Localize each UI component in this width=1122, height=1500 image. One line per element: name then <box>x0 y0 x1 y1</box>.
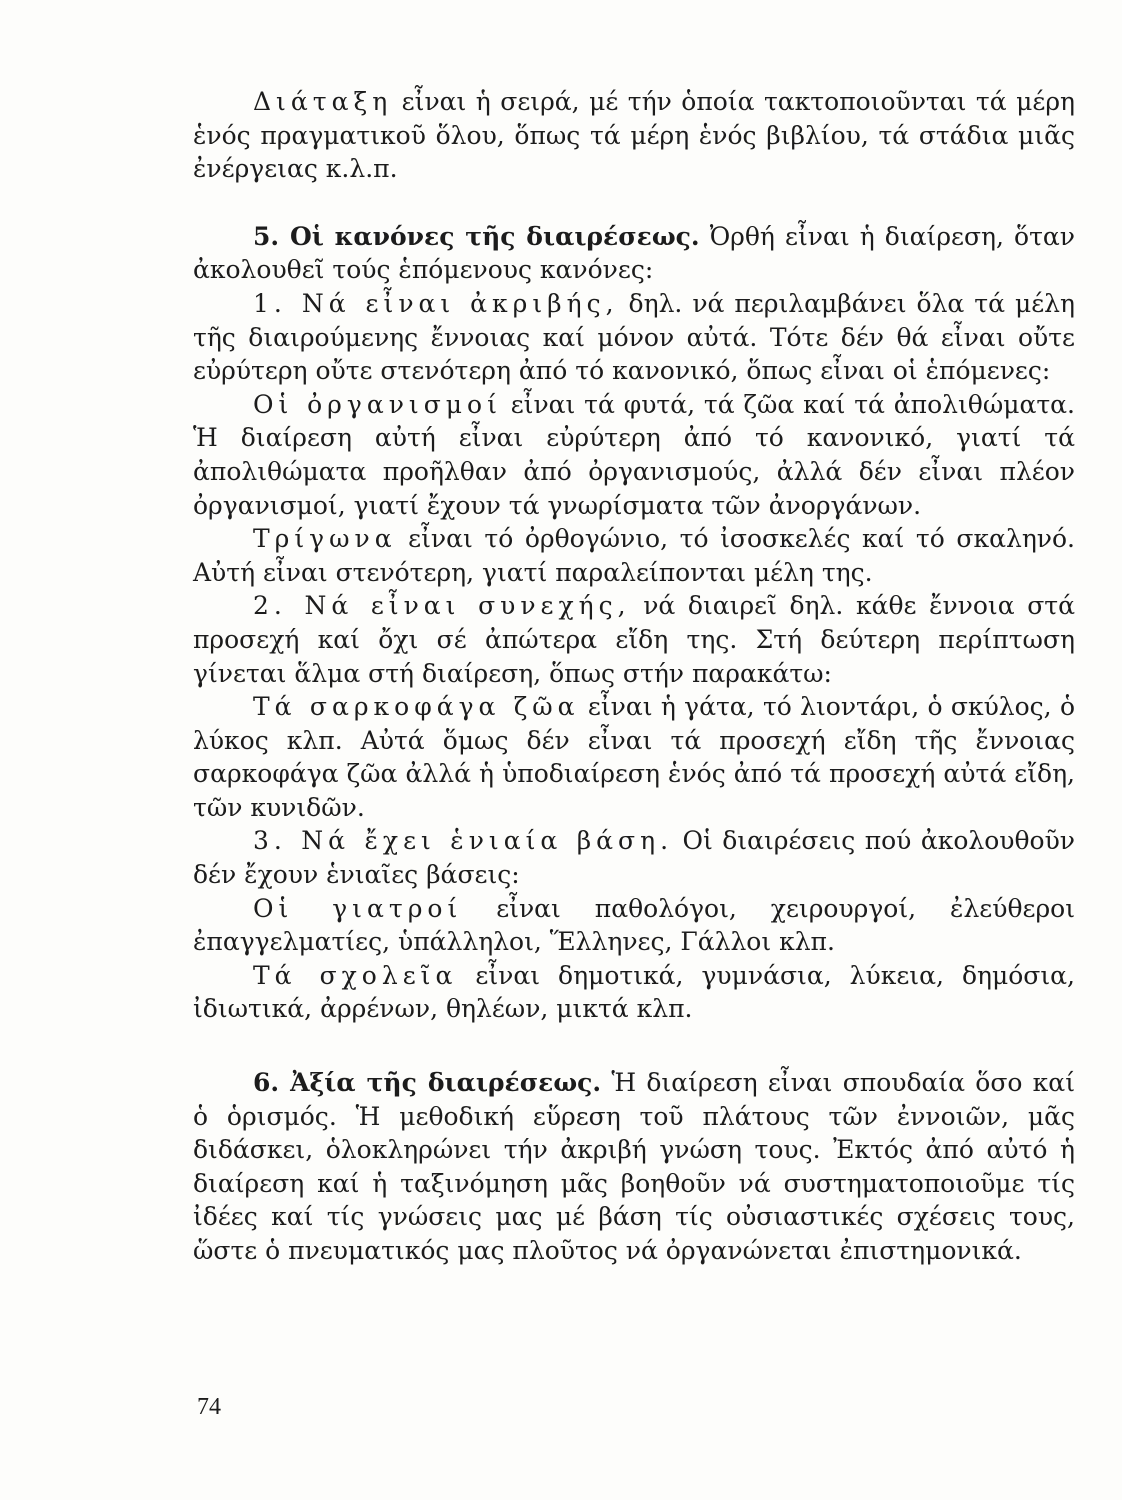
rule-3-lead: 3. Νά ἔχει ἑνιαία βάση. <box>253 826 674 856</box>
rule-1-text: δηλ. νά περιλαμβάνει ὅλα τά μέλη τῆς διαιρούμενης ἔννοιας καί μόνον αὐτά. Τότε δέν θά εἶναι οὔτε εὐρύτερη οὔτε στενότερη ἀπό τό κανονικό, ὅπως εἶναι οἱ ἑπόμενες: <box>193 288 1075 386</box>
rule-1 <box>193 287 1075 388</box>
rule-2 <box>193 589 1075 690</box>
example-schools-lead: Τά σχολεῖα <box>253 960 458 990</box>
section-5 <box>193 220 1075 287</box>
example-triangles-text: εἶναι τό ὀρθογώνιο, τό ἰσοσκελές καί τό σκαληνό. Αὐτή εἶναι στενότερη, γιατί παραλείπονται μέλη της. <box>193 524 1075 587</box>
example-doctors-lead: Οἱ γιατροί <box>253 893 463 923</box>
section-6-heading: 6. Ἀξία τῆς διαιρέσεως. <box>253 1068 602 1098</box>
example-triangles <box>193 522 1075 589</box>
page-number: 74 <box>197 1394 221 1420</box>
example-carnivores-lead: Τά σαρκοφάγα ζῶα <box>253 692 580 722</box>
paragraph-text: εἶναι ἡ σειρά, μέ τήν ὁποία τακτοποιοῦνται τά μέρη ἑνός πραγματικοῦ ὅλου, ὅπως τά μέρη ἑνός βιβλίου, τά στάδια μιᾶς ἐνέργειας κ.λ.π. <box>193 87 1075 184</box>
example-triangles-lead: Τρίγωνα <box>253 524 397 554</box>
example-organisms-text: εἶναι τά φυτά, τά ζῶα καί τά ἀπολιθώματα. Ἡ διαίρεση αὐτή εἶναι εὐρύτερη ἀπό τό κανονικό, γιατί τά ἀπολιθώματα προῆλθαν ἀπό ὀργανισμούς, ἀλλά δέν εἶναι πλέον ὀργανισμοί, γιατί ἔχουν τά γνωρίσματα τῶν ἀνοργάνων. <box>193 389 1076 520</box>
paragraph-diataxi <box>193 85 1075 186</box>
rule-3 <box>193 824 1075 891</box>
rule-2-lead: 2. Νά εἶναι συνεχής, <box>253 591 631 621</box>
example-organisms-lead: Οἱ ὀργανισμοί <box>253 389 502 419</box>
section-6 <box>193 1066 1075 1268</box>
example-carnivores-text: εἶναι ἡ γάτα, τό λιοντάρι, ὁ σκύλος, ὁ λύκος κλπ. Αὐτά ὅμως δέν εἶναι τά προσεχή εἴδη τῆς ἔννοιας σαρκοφάγα ζῶα ἀλλά ἡ ὑποδιαίρεση ἑνός ἀπό τά προσεχή αὐτά εἴδη, τῶν κυνιδῶν. <box>193 692 1075 822</box>
rule-2-text: νά διαιρεῖ δηλ. κάθε ἔννοια στά προσεχή καί ὄχι σέ ἀπώτερα εἴδη της. Στή δεύτερη περίπτωση γίνεται ἅλμα στή διαίρεση, ὅπως στήν παρακάτω: <box>193 591 1076 688</box>
section-5-text: Ὀρθή εἶναι ἡ διαίρεση, ὅταν ἀκολουθεῖ τούς ἑπόμενους κανόνες: <box>193 221 1075 285</box>
example-carnivores <box>193 690 1075 824</box>
example-schools <box>193 959 1075 1026</box>
rule-1-lead: 1. Νά εἶναι ἀκριβής, <box>253 288 619 318</box>
rule-3-text: Οἱ διαιρέσεις πού ἀκολουθοῦν δέν ἔχουν ἑνιαῖες βάσεις: <box>193 826 1075 890</box>
example-doctors-text: εἶναι παθολόγοι, χειρουργοί, ἐλεύθεροι ἐπαγγελματίες, ὑπάλληλοι, Ἕλληνες, Γάλλοι κλπ. <box>193 893 1075 957</box>
section-5-heading: 5. Οἱ κανόνες τῆς διαιρέσεως. <box>253 221 700 251</box>
example-schools-text: εἶναι δημοτικά, γυμνάσια, λύκεια, δημόσια, ἰδιωτικά, ἀρρένων, θηλέων, μικτά κλπ. <box>193 960 1075 1024</box>
term-diataxi: Διάταξη <box>253 87 393 116</box>
body-text <box>193 85 1075 1268</box>
section-6-text: Ἡ διαίρεση εἶναι σπουδαία ὅσο καί ὁ ὁρισμός. Ἡ μεθοδική εὕρεση τοῦ πλάτους τῶν ἐννοιῶν, μᾶς διδάσκει, ὁλοκληρώνει τήν ἀκριβή γνώση τους. Ἐκτός ἀπό αὐτό ἡ διαίρεση καί ἡ ταξινόμηση μᾶς βοηθοῦν νά συστηματοποιοῦμε τίς ἰδέες καί τίς γνώσεις μας μέ βάση τίς οὐσιαστικές σχέσεις τους, ὥστε ὁ πνευματικός μας πλοῦτος νά ὀργανώνεται ἐπιστημονικά. <box>193 1068 1075 1265</box>
example-doctors <box>193 892 1075 959</box>
example-organisms <box>193 388 1075 522</box>
